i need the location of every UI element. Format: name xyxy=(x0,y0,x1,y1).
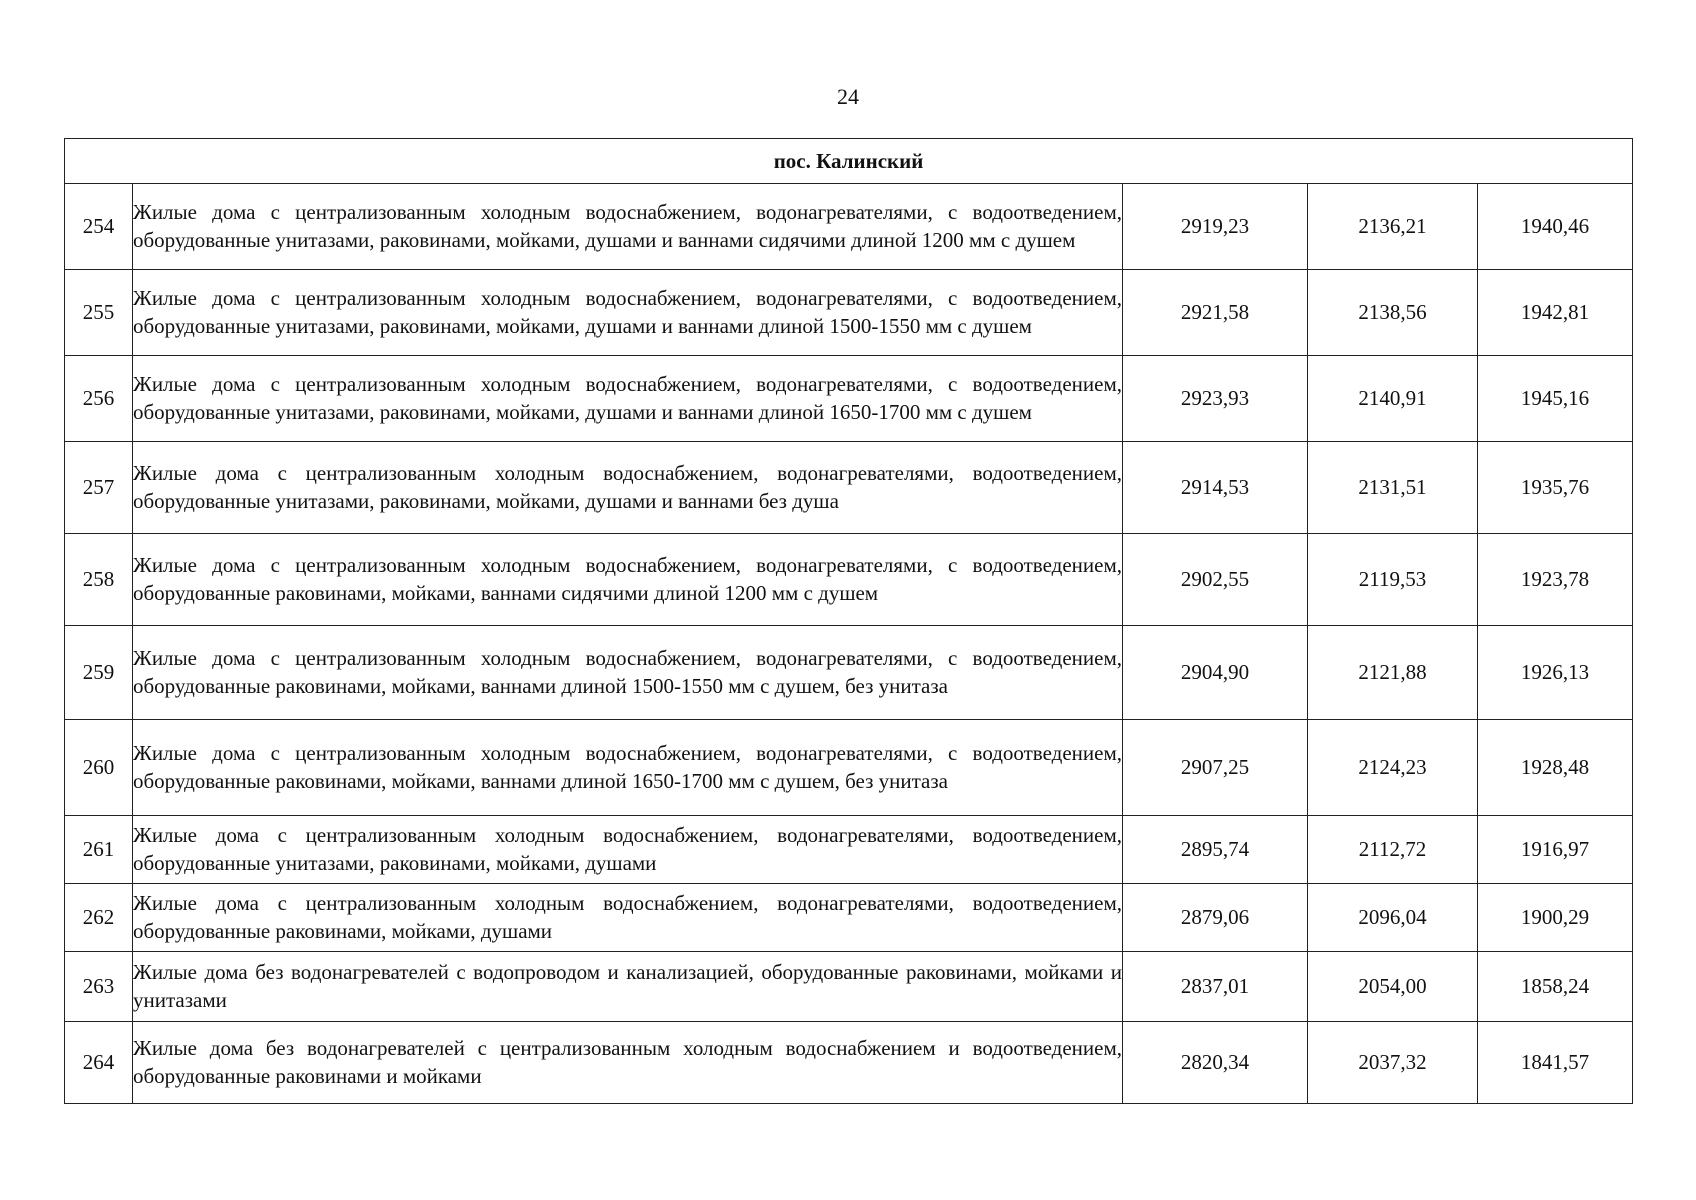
row-number: 257 xyxy=(65,442,133,534)
value-col-1: 2837,01 xyxy=(1123,952,1308,1022)
table-row xyxy=(65,184,1633,270)
value-col-1: 2820,34 xyxy=(1123,1022,1308,1104)
value-col-3: 1858,24 xyxy=(1478,952,1633,1022)
table-row xyxy=(65,816,1633,884)
row-description: Жилые дома с централизованным холодным водоснабжением, водонагревателями, с водоотведением, оборудованные раковинами, мойками, ваннами длиной 1500-1550 мм с душем, без унитаза xyxy=(133,626,1123,720)
table-row xyxy=(65,534,1633,626)
row-description: Жилые дома без водонагревателей с централизованным холодным водоснабжением и водоотведением, оборудованные раковинами и мойками xyxy=(133,1022,1123,1104)
row-number: 254 xyxy=(65,184,133,270)
value-col-3: 1923,78 xyxy=(1478,534,1633,626)
row-number: 263 xyxy=(65,952,133,1022)
section-title: пос. Калинский xyxy=(65,139,1633,184)
value-col-2: 2112,72 xyxy=(1308,816,1478,884)
value-col-2: 2054,00 xyxy=(1308,952,1478,1022)
table-row xyxy=(65,884,1633,952)
value-col-1: 2919,23 xyxy=(1123,184,1308,270)
row-description: Жилые дома с централизованным холодным водоснабжением, водонагревателями, с водоотведением, оборудованные раковинами, мойками, ваннами сидячими длиной 1200 мм с душем xyxy=(133,534,1123,626)
value-col-2: 2131,51 xyxy=(1308,442,1478,534)
table-row xyxy=(65,442,1633,534)
value-col-3: 1900,29 xyxy=(1478,884,1633,952)
tariff-table xyxy=(64,138,1633,1104)
value-col-3: 1841,57 xyxy=(1478,1022,1633,1104)
table-row xyxy=(65,270,1633,356)
value-col-1: 2914,53 xyxy=(1123,442,1308,534)
table-row xyxy=(65,952,1633,1022)
value-col-3: 1935,76 xyxy=(1478,442,1633,534)
value-col-3: 1945,16 xyxy=(1478,356,1633,442)
value-col-3: 1940,46 xyxy=(1478,184,1633,270)
value-col-3: 1916,97 xyxy=(1478,816,1633,884)
value-col-1: 2879,06 xyxy=(1123,884,1308,952)
value-col-3: 1926,13 xyxy=(1478,626,1633,720)
value-col-1: 2921,58 xyxy=(1123,270,1308,356)
value-col-2: 2138,56 xyxy=(1308,270,1478,356)
section-header-row xyxy=(65,139,1633,184)
row-description: Жилые дома с централизованным холодным водоснабжением, водонагревателями, водоотведением, оборудованные унитазами, раковинами, мойками, душами и ваннами без душа xyxy=(133,442,1123,534)
value-col-2: 2121,88 xyxy=(1308,626,1478,720)
value-col-1: 2923,93 xyxy=(1123,356,1308,442)
value-col-2: 2140,91 xyxy=(1308,356,1478,442)
value-col-2: 2096,04 xyxy=(1308,884,1478,952)
row-description: Жилые дома с централизованным холодным водоснабжением, водонагревателями, с водоотведением, оборудованные унитазами, раковинами, мойками, душами и ваннами длиной 1650-1700 мм с душем xyxy=(133,356,1123,442)
row-number: 256 xyxy=(65,356,133,442)
value-col-2: 2124,23 xyxy=(1308,720,1478,816)
value-col-1: 2902,55 xyxy=(1123,534,1308,626)
value-col-1: 2904,90 xyxy=(1123,626,1308,720)
value-col-2: 2136,21 xyxy=(1308,184,1478,270)
value-col-1: 2907,25 xyxy=(1123,720,1308,816)
value-col-2: 2037,32 xyxy=(1308,1022,1478,1104)
table-row xyxy=(65,626,1633,720)
table-row xyxy=(65,720,1633,816)
row-number: 260 xyxy=(65,720,133,816)
row-description: Жилые дома с централизованным холодным водоснабжением, водонагревателями, с водоотведением, оборудованные унитазами, раковинами, мойками, душами и ваннами сидячими длиной 1200 мм с душем xyxy=(133,184,1123,270)
value-col-3: 1928,48 xyxy=(1478,720,1633,816)
row-number: 261 xyxy=(65,816,133,884)
table-row xyxy=(65,356,1633,442)
row-number: 262 xyxy=(65,884,133,952)
row-number: 264 xyxy=(65,1022,133,1104)
row-number: 255 xyxy=(65,270,133,356)
row-description: Жилые дома с централизованным холодным водоснабжением, водонагревателями, водоотведением, оборудованные унитазами, раковинами, мойками, душами xyxy=(133,816,1123,884)
row-description: Жилые дома с централизованным холодным водоснабжением, водонагревателями, водоотведением, оборудованные раковинами, мойками, душами xyxy=(133,884,1123,952)
value-col-1: 2895,74 xyxy=(1123,816,1308,884)
table-row xyxy=(65,1022,1633,1104)
page-number: 24 xyxy=(837,84,859,109)
row-description: Жилые дома с централизованным холодным водоснабжением, водонагревателями, с водоотведением, оборудованные унитазами, раковинами, мойками, душами и ваннами длиной 1500-1550 мм с душем xyxy=(133,270,1123,356)
row-description: Жилые дома с централизованным холодным водоснабжением, водонагревателями, с водоотведением, оборудованные раковинами, мойками, ваннами длиной 1650-1700 мм с душем, без унитаза xyxy=(133,720,1123,816)
row-number: 259 xyxy=(65,626,133,720)
row-number: 258 xyxy=(65,534,133,626)
value-col-2: 2119,53 xyxy=(1308,534,1478,626)
row-description: Жилые дома без водонагревателей с водопроводом и канализацией, оборудованные раковинами, мойками и унитазами xyxy=(133,952,1123,1022)
value-col-3: 1942,81 xyxy=(1478,270,1633,356)
